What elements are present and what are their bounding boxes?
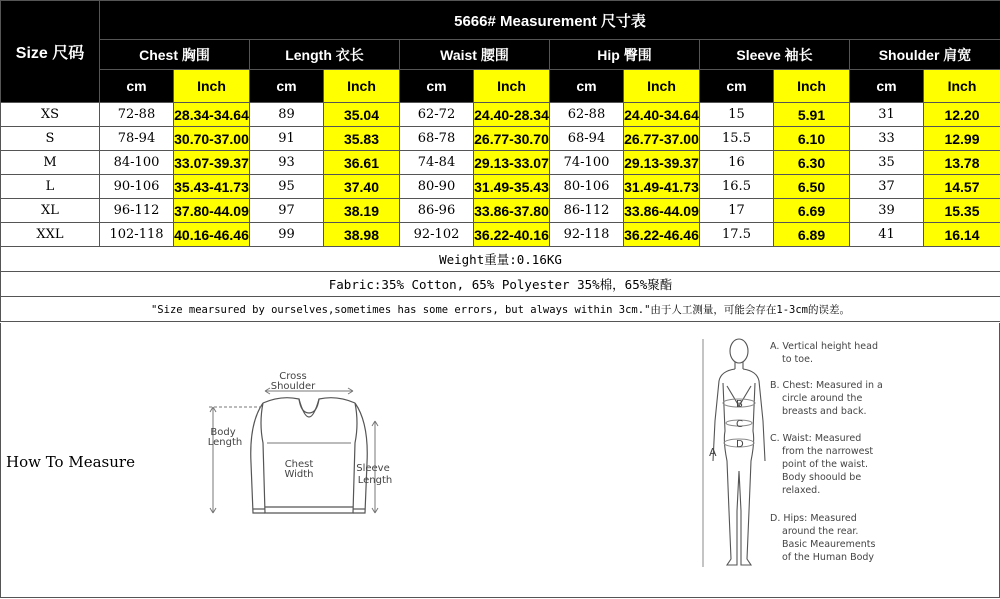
hip-inch-cell: 29.13-39.37 xyxy=(624,151,700,175)
length-inch-cell: 36.61 xyxy=(324,151,400,175)
table-row xyxy=(1,199,1000,223)
chest-cm-cell: 72-88 xyxy=(100,103,174,127)
unit-inch: Inch xyxy=(624,70,700,103)
marker-b: B xyxy=(736,399,743,410)
unit-header-row xyxy=(1,70,1000,103)
note-d-line2: around the rear. xyxy=(782,526,859,537)
waist-cm-cell: 62-72 xyxy=(400,103,474,127)
column-header-shoulder: Shoulder 肩宽 xyxy=(850,40,1000,70)
waist-cm-cell: 86-96 xyxy=(400,199,474,223)
shoulder-cm-cell: 33 xyxy=(850,127,924,151)
hip-cm-cell: 92-118 xyxy=(550,223,624,247)
chest-cm-cell: 90-106 xyxy=(100,175,174,199)
hip-cm-cell: 74-100 xyxy=(550,151,624,175)
chest-inch-cell: 37.80-44.09 xyxy=(174,199,250,223)
waist-cm-cell: 92-102 xyxy=(400,223,474,247)
sleeve-cm-cell: 15.5 xyxy=(700,127,774,151)
unit-cm: cm xyxy=(550,70,624,103)
size-cell: M xyxy=(1,151,100,175)
note-d-line4: of the Human Body xyxy=(782,552,875,563)
column-header-hip: Hip 臀围 xyxy=(550,40,700,70)
waist-cm-cell: 74-84 xyxy=(400,151,474,175)
waist-inch-cell: 29.13-33.07 xyxy=(474,151,550,175)
note-c-line5: relaxed. xyxy=(782,485,821,496)
unit-inch: Inch xyxy=(324,70,400,103)
note-d-line3: Basic Meaurements xyxy=(782,539,876,550)
shoulder-inch-cell: 12.99 xyxy=(924,127,1000,151)
hip-cm-cell: 68-94 xyxy=(550,127,624,151)
chest-inch-cell: 40.16-46.46 xyxy=(174,223,250,247)
table-row xyxy=(1,103,1000,127)
table-title: 5666# Measurement 尺寸表 xyxy=(100,1,1000,40)
sleeve-inch-cell: 6.10 xyxy=(774,127,850,151)
waist-cm-cell: 80-90 xyxy=(400,175,474,199)
waist-inch-cell: 24.40-28.34 xyxy=(474,103,550,127)
size-cell: S xyxy=(1,127,100,151)
note-c-line4: Body shoould be xyxy=(782,472,862,483)
shoulder-cm-cell: 39 xyxy=(850,199,924,223)
length-inch-cell: 35.04 xyxy=(324,103,400,127)
shoulder-inch-cell: 12.20 xyxy=(924,103,1000,127)
table-row xyxy=(1,223,1000,247)
how-to-measure-section xyxy=(0,323,1000,598)
hip-inch-cell: 36.22-46.46 xyxy=(624,223,700,247)
shoulder-cm-cell: 31 xyxy=(850,103,924,127)
hip-inch-cell: 31.49-41.73 xyxy=(624,175,700,199)
sleeve-length-label-1: Sleeve xyxy=(356,463,390,474)
waist-inch-cell: 31.49-35.43 xyxy=(474,175,550,199)
unit-inch: Inch xyxy=(174,70,250,103)
column-header-length: Length 衣长 xyxy=(250,40,400,70)
hip-cm-cell: 62-88 xyxy=(550,103,624,127)
length-inch-cell: 38.19 xyxy=(324,199,400,223)
chest-width-label-1: Chest xyxy=(284,459,314,470)
note-c-line3: point of the waist. xyxy=(782,459,868,470)
sleeve-cm-cell: 16 xyxy=(700,151,774,175)
garment-outline xyxy=(251,398,368,513)
chest-width-label-2: Width xyxy=(284,469,314,480)
unit-cm: cm xyxy=(700,70,774,103)
body-notes xyxy=(770,341,883,563)
sleeve-inch-cell: 6.89 xyxy=(774,223,850,247)
body-figure-diagram xyxy=(701,331,901,581)
column-header-waist: Waist 腰围 xyxy=(400,40,550,70)
chest-cm-cell: 96-112 xyxy=(100,199,174,223)
shoulder-cm-cell: 41 xyxy=(850,223,924,247)
note-b-line1: B. Chest: Measured in a xyxy=(770,380,883,391)
sleeve-length-label-2: Length xyxy=(357,475,393,486)
table-row xyxy=(1,151,1000,175)
how-to-measure-label: How To Measure xyxy=(6,453,135,471)
length-inch-cell: 38.98 xyxy=(324,223,400,247)
note-b-line2: circle around the xyxy=(782,393,863,404)
table-row xyxy=(1,175,1000,199)
unit-inch: Inch xyxy=(924,70,1000,103)
unit-cm: cm xyxy=(850,70,924,103)
marker-d: D xyxy=(736,439,744,450)
sleeve-inch-cell: 6.69 xyxy=(774,199,850,223)
unit-cm: cm xyxy=(100,70,174,103)
hip-inch-cell: 26.77-37.00 xyxy=(624,127,700,151)
body-length-arrow xyxy=(209,407,261,513)
length-inch-cell: 37.40 xyxy=(324,175,400,199)
table-row xyxy=(1,127,1000,151)
unit-cm: cm xyxy=(400,70,474,103)
column-header-chest: Chest 胸围 xyxy=(100,40,250,70)
column-header-sleeve: Sleeve 袖长 xyxy=(700,40,850,70)
length-cm-cell: 91 xyxy=(250,127,324,151)
note-b-line3: breasts and back. xyxy=(782,406,867,417)
marker-a: A xyxy=(709,446,717,459)
cross-shoulder-label-2: Shoulder xyxy=(270,381,316,392)
size-cell: XS xyxy=(1,103,100,127)
chest-cm-cell: 78-94 xyxy=(100,127,174,151)
note-c-line1: C. Waist: Measured xyxy=(770,433,862,444)
chest-inch-cell: 30.70-37.00 xyxy=(174,127,250,151)
chest-inch-cell: 35.43-41.73 xyxy=(174,175,250,199)
hip-cm-cell: 80-106 xyxy=(550,175,624,199)
sleeve-cm-cell: 17.5 xyxy=(700,223,774,247)
hip-cm-cell: 86-112 xyxy=(550,199,624,223)
shoulder-inch-cell: 14.57 xyxy=(924,175,1000,199)
body-length-label-1: Body xyxy=(210,427,236,438)
fabric-note: Fabric:35% Cotton, 65% Polyester 35%棉，65%聚酯 xyxy=(1,272,1000,297)
hip-inch-cell: 33.86-44.09 xyxy=(624,199,700,223)
note-c-line2: from the narrowest xyxy=(782,446,874,457)
garment-diagram xyxy=(201,363,401,543)
sleeve-inch-cell: 5.91 xyxy=(774,103,850,127)
waist-inch-cell: 36.22-40.16 xyxy=(474,223,550,247)
sleeve-cm-cell: 15 xyxy=(700,103,774,127)
size-cell: XL xyxy=(1,199,100,223)
column-header-row xyxy=(1,40,1000,70)
length-inch-cell: 35.83 xyxy=(324,127,400,151)
sleeve-inch-cell: 6.30 xyxy=(774,151,850,175)
unit-inch: Inch xyxy=(474,70,550,103)
marker-c: C xyxy=(736,419,743,430)
sleeve-cm-cell: 16.5 xyxy=(700,175,774,199)
length-cm-cell: 95 xyxy=(250,175,324,199)
shoulder-cm-cell: 37 xyxy=(850,175,924,199)
waist-cm-cell: 68-78 xyxy=(400,127,474,151)
chest-inch-cell: 28.34-34.64 xyxy=(174,103,250,127)
shoulder-cm-cell: 35 xyxy=(850,151,924,175)
shoulder-inch-cell: 13.78 xyxy=(924,151,1000,175)
size-cell: XXL xyxy=(1,223,100,247)
disclaimer-note: "Size mearsured by ourselves,sometimes has some errors, but always within 3cm."由于人工测量，可能会存在1-3cm的误差。 xyxy=(1,297,1000,322)
length-cm-cell: 97 xyxy=(250,199,324,223)
note-d-line1: D. Hips: Measured xyxy=(770,513,857,524)
waist-inch-cell: 33.86-37.80 xyxy=(474,199,550,223)
shoulder-inch-cell: 16.14 xyxy=(924,223,1000,247)
sleeve-cm-cell: 17 xyxy=(700,199,774,223)
size-header: Size 尺码 xyxy=(1,1,100,103)
sleeve-inch-cell: 6.50 xyxy=(774,175,850,199)
chest-cm-cell: 102-118 xyxy=(100,223,174,247)
waist-inch-cell: 26.77-30.70 xyxy=(474,127,550,151)
human-figure xyxy=(713,339,765,565)
chest-inch-cell: 33.07-39.37 xyxy=(174,151,250,175)
length-cm-cell: 93 xyxy=(250,151,324,175)
chest-cm-cell: 84-100 xyxy=(100,151,174,175)
cross-shoulder-label-1: Cross xyxy=(279,371,307,382)
unit-cm: cm xyxy=(250,70,324,103)
length-cm-cell: 99 xyxy=(250,223,324,247)
length-cm-cell: 89 xyxy=(250,103,324,127)
shoulder-inch-cell: 15.35 xyxy=(924,199,1000,223)
hip-inch-cell: 24.40-34.64 xyxy=(624,103,700,127)
note-a-line1: A. Vertical height head xyxy=(770,341,878,352)
body-length-label-2: Length xyxy=(207,437,243,448)
note-a-line2: to toe. xyxy=(782,354,813,365)
size-cell: L xyxy=(1,175,100,199)
unit-inch: Inch xyxy=(774,70,850,103)
weight-note: Weight重量:0.16KG xyxy=(1,247,1000,272)
